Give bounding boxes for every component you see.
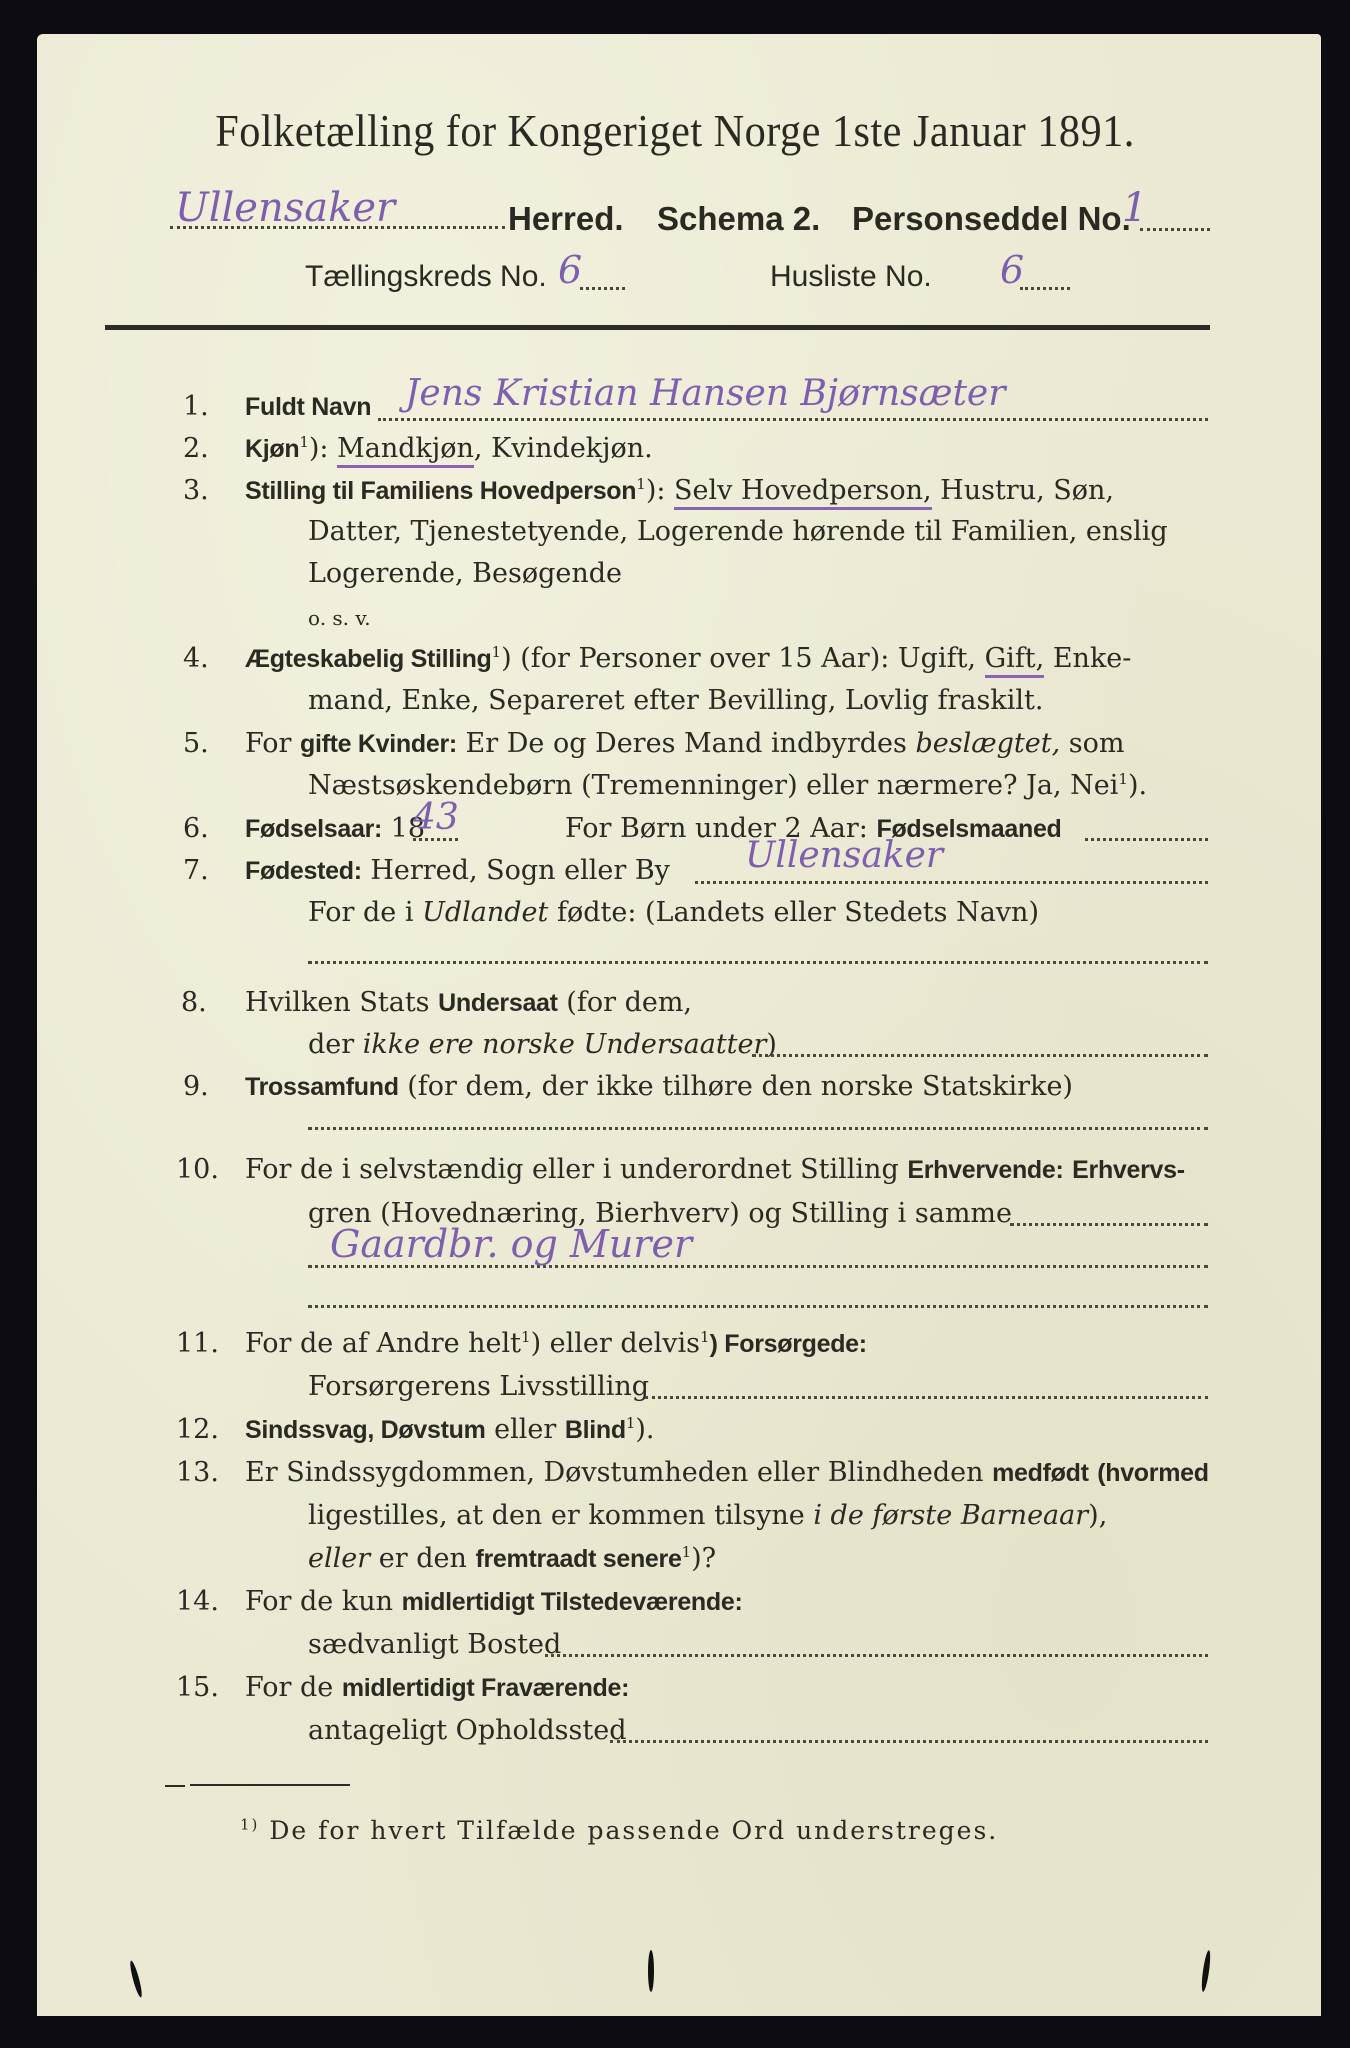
item-3-line-3: Logerende, Besøgende — [308, 558, 622, 589]
gender-option-female[interactable]: Kvindekjøn. — [491, 433, 653, 464]
item-11-line-1: For de af Andre helt$^1$) eller delvis$^1$) Forsørgede: — [245, 1328, 867, 1359]
taellingskreds-dots — [580, 287, 625, 290]
taellingskreds-label: Tællingskreds No. — [305, 260, 547, 293]
item-number: 7. — [183, 855, 209, 886]
item-10-line-1: For de i selvstændig eller i underordnet Stilling Erhvervende: Erhvervs- — [245, 1154, 1185, 1185]
item-5-line-2: Næstsøskendebørn (Tremenninger) eller nærmere? Ja, Nei$^1$). — [308, 770, 1148, 801]
binding-hole-center — [648, 1950, 654, 1992]
item-7-line-1: Fødested: Herred, Sogn eller By — [245, 855, 670, 886]
item-15-line-2: antageligt Opholdssted — [308, 1715, 627, 1746]
occupation-dots-1 — [1010, 1223, 1208, 1226]
item-number: 6. — [183, 813, 209, 844]
item-number: 9. — [183, 1071, 209, 1102]
husliste-dots — [1020, 287, 1070, 290]
footnote: $^{1)}$ De for hvert Tilfælde passende Ord understreges. — [240, 1815, 999, 1845]
item-10-line-2: gren (Hovednæring, Bierhverv) og Stilling i samme — [308, 1198, 1013, 1229]
personseddel-value[interactable]: 1 — [1122, 185, 1148, 231]
birth-year-value[interactable]: 43 — [413, 797, 459, 838]
birthplace-value[interactable]: Ullensaker — [745, 835, 944, 876]
item-8-line-1: Hvilken Stats Undersaat (for dem, — [245, 987, 693, 1018]
item-13-line-3: eller er den fremtraadt senere$^1$)? — [308, 1543, 717, 1574]
religion-field[interactable] — [308, 1127, 1208, 1130]
header-rule — [105, 325, 1210, 330]
item-number: 8. — [181, 987, 207, 1018]
taellingskreds-value[interactable]: 6 — [558, 248, 583, 292]
husliste-value[interactable]: 6 — [1000, 248, 1025, 292]
item-14-line-1: For de kun midlertidigt Tilstedeværende: — [245, 1586, 743, 1617]
item-11-line-2: Forsørgerens Livsstilling — [308, 1371, 650, 1402]
birth-year-dots — [413, 838, 458, 841]
item-6-label-line: Fødselsaar: 18 — [245, 813, 425, 844]
provider-occupation-field[interactable] — [645, 1396, 1208, 1399]
item-number: 4. — [183, 643, 209, 674]
item-number: 14. — [176, 1586, 219, 1617]
item-number: 12. — [176, 1414, 219, 1445]
item-number: 5. — [183, 728, 209, 759]
item-4-line-1: Ægteskabelig Stilling$^1$) (for Personer over 15 Aar): Ugift, Gift, Enke- — [245, 642, 1131, 676]
occupation-dots-3 — [308, 1305, 1208, 1308]
herred-value[interactable]: Ullensaker — [175, 185, 396, 231]
item-1-dots — [378, 418, 1208, 421]
item-7-line-2: For de i Udlandet fødte: (Landets eller Stedets Navn) — [308, 897, 1039, 928]
item-number: 2. — [183, 433, 209, 464]
occupation-value[interactable]: Gaardbr. og Murer — [330, 1222, 693, 1266]
personseddel-dots — [1140, 228, 1210, 231]
item-4-line-2: mand, Enke, Separeret efter Bevilling, Lovlig fraskilt. — [308, 685, 1044, 716]
item-2-line: Kjøn$^1$): Mandkjøn, Kvindekjøn. — [245, 432, 653, 466]
item-1-label: Fuldt Navn — [245, 393, 372, 421]
footnote-rule-short — [165, 1785, 185, 1787]
item-3-line-4: o. s. v. — [308, 606, 371, 630]
item-number: 13. — [176, 1457, 219, 1488]
item-5-line-1: For gifte Kvinder: Er De og Deres Mand indbyrdes beslægtet, som — [245, 728, 1125, 759]
temporary-residence-field[interactable] — [610, 1740, 1208, 1743]
item-15-line-1: For de midlertidigt Fraværende: — [245, 1672, 630, 1703]
foreign-birthplace-field[interactable] — [308, 961, 1208, 964]
item-13-line-1: Er Sindssygdommen, Døvstumheden eller Blindheden medfødt (hvormed — [245, 1457, 1209, 1488]
item-13-line-2: ligestilles, at den er kommen tilsyne i de første Barneaar), — [308, 1500, 1108, 1531]
full-name-value[interactable]: Jens Kristian Hansen Bjørnsæter — [405, 373, 1006, 414]
item-6-child-line: For Børn under 2 Aar: Fødselsmaaned — [565, 813, 1062, 844]
husliste-label: Husliste No. — [770, 260, 932, 293]
item-14-line-2: sædvanligt Bosted — [308, 1629, 562, 1660]
form-title: Folketælling for Kongeriget Norge 1ste Januar 1891. — [215, 105, 1135, 156]
item-9-line-1: Trossamfund (for dem, der ikke tilhøre den norske Statskirke) — [245, 1071, 1073, 1102]
personseddel-label: Personseddel No. — [852, 200, 1131, 237]
item-number: 1. — [183, 391, 209, 422]
item-12-line: Sindssvag, Døvstum eller Blind$^1$). — [245, 1414, 655, 1445]
herred-label: Herred. — [508, 200, 624, 237]
usual-residence-field[interactable] — [545, 1654, 1208, 1657]
marital-option-selected[interactable]: Gift, — [985, 643, 1045, 678]
birthplace-dots — [695, 881, 1208, 884]
item-number: 11. — [176, 1328, 219, 1359]
item-8-line-2: der ikke ere norske Undersaatter) — [308, 1029, 777, 1060]
footnote-rule — [190, 1784, 350, 1786]
item-number: 3. — [183, 475, 209, 506]
item-3-line-1: Stilling til Familiens Hovedperson$^1$): Selv Hovedperson, Hustru, Søn, — [245, 474, 1114, 508]
item-3-line-2: Datter, Tjenestetyende, Logerende hørende til Familien, enslig — [308, 516, 1168, 547]
schema-label: Schema 2. — [657, 200, 821, 237]
item-number: 10. — [176, 1154, 219, 1185]
position-option-selected[interactable]: Selv Hovedperson, — [674, 475, 932, 510]
birth-month-field[interactable] — [1085, 838, 1208, 841]
citizenship-field[interactable] — [752, 1054, 1208, 1057]
census-form-page — [37, 34, 1321, 2016]
item-number: 15. — [176, 1672, 219, 1703]
gender-option-male-selected[interactable]: Mandkjøn — [337, 433, 474, 468]
